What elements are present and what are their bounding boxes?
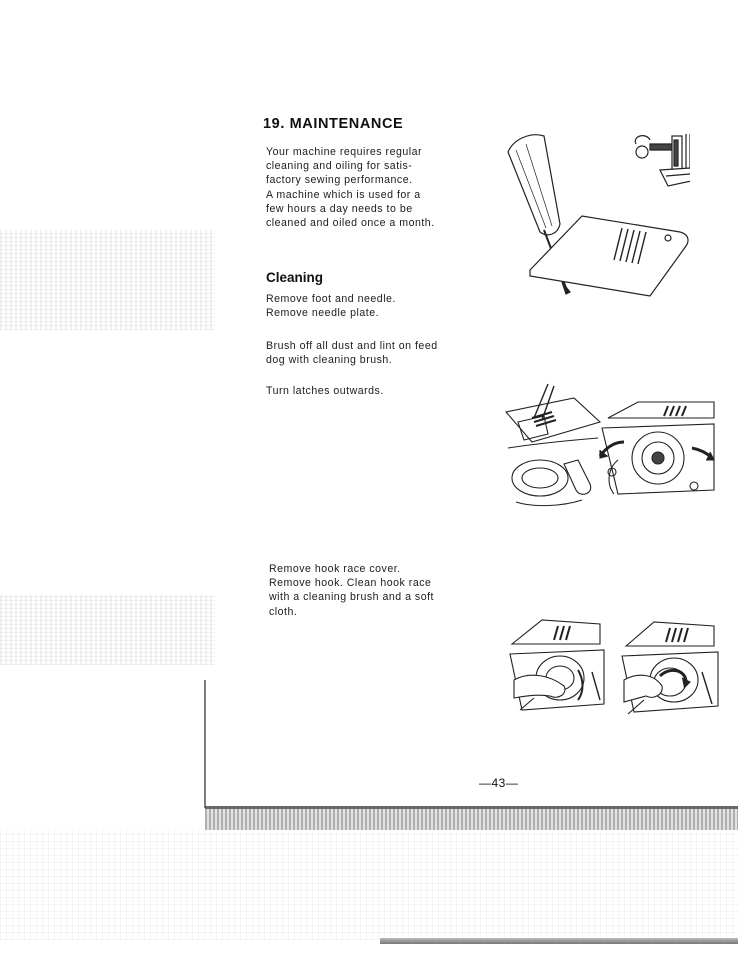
intro-line: Your machine requires regular [266, 146, 423, 158]
step-line: Remove hook race cover. [269, 563, 401, 575]
step-line: cloth. [269, 605, 298, 618]
scan-shadow-top [0, 230, 215, 330]
cleaning-heading: Cleaning [266, 270, 324, 285]
section-heading: 19. MAINTENANCE [263, 116, 404, 132]
intro-line: factory sewing performance. [266, 174, 413, 187]
page-number: —43— [479, 776, 519, 790]
hook-race-cover-illustration [508, 614, 608, 716]
intro-paragraph [266, 145, 435, 230]
scan-bottom-rule [380, 938, 738, 944]
binding-edge [204, 680, 206, 808]
scan-bottom-band [205, 806, 738, 830]
scan-bottom-noise [0, 830, 738, 940]
step-line: dog with cleaning brush. [266, 354, 393, 367]
step-line: Remove hook. Clean hook race [269, 577, 432, 590]
step-line: Remove foot and needle. [266, 293, 396, 305]
latches-outward-illustration [598, 398, 716, 498]
remove-hook-illustration [620, 616, 720, 718]
intro-line: cleaning and oiling for satis- [266, 160, 413, 173]
scan-shadow-middle [0, 595, 215, 665]
intro-line: A machine which is used for a [266, 188, 421, 201]
step-line: Remove needle plate. [266, 307, 380, 320]
feed-dog-brush-illustration [504, 382, 602, 512]
step-brush-feed-dog [266, 339, 438, 367]
intro-line: cleaned and oiled once a month. [266, 217, 435, 230]
screwdriver-needle-plate-illustration [500, 130, 690, 302]
intro-line: few hours a day needs to be [266, 202, 413, 215]
step-line: Turn latches outwards. [266, 385, 384, 397]
step-line: Brush off all dust and lint on feed [266, 340, 438, 352]
step-remove-hook [269, 562, 434, 619]
step-turn-latches [266, 384, 384, 398]
step-line: with a cleaning brush and a soft [269, 591, 434, 604]
step-remove-foot [266, 292, 396, 320]
